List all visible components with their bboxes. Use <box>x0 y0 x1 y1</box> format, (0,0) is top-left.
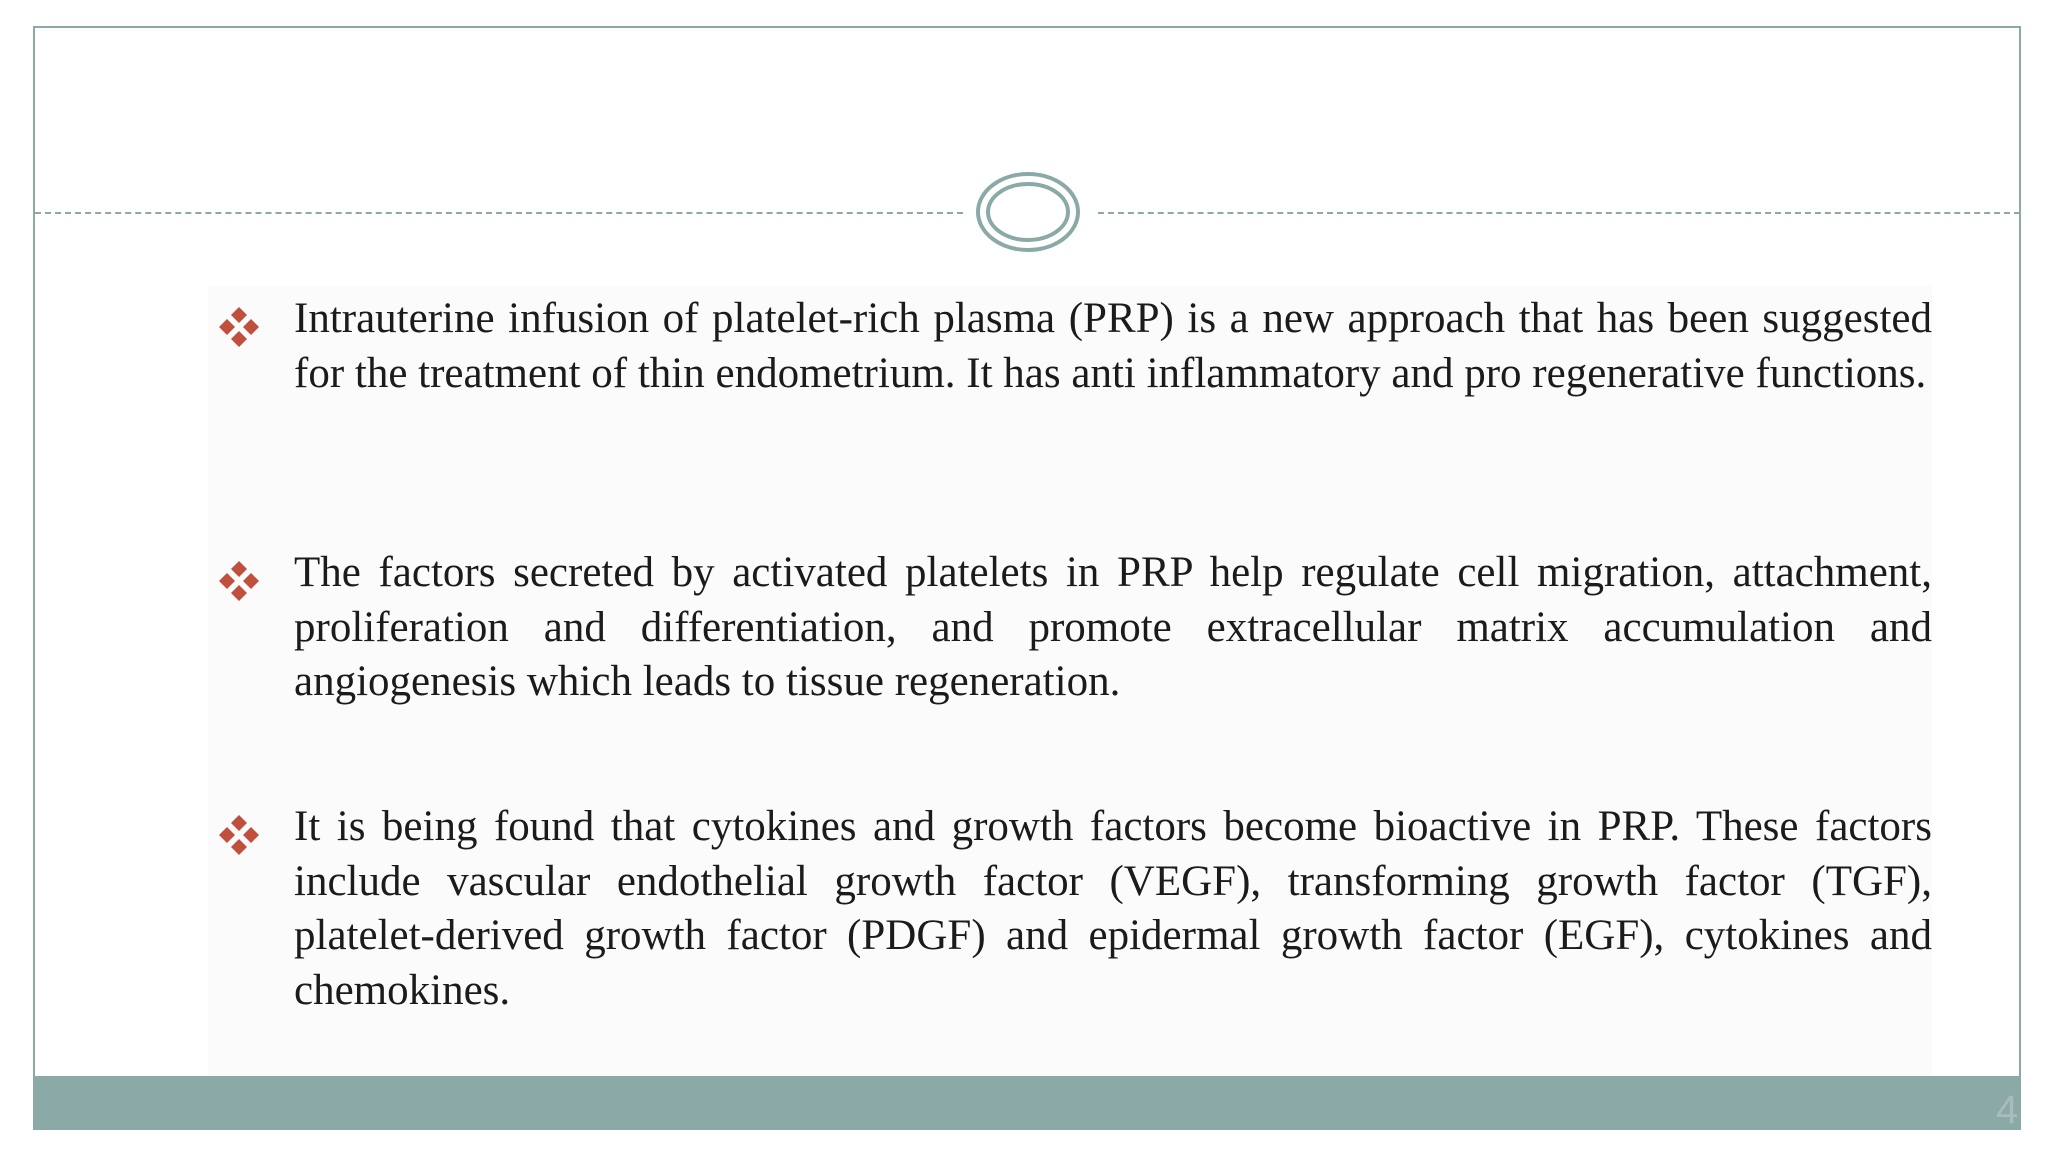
diamond-cluster-icon <box>218 560 260 602</box>
header-divider-left <box>35 212 963 214</box>
bullet-text: Intrauterine infusion of platelet-rich plasma (PRP) is a new approach that has been suggested for the treatment of thin endometrium. It has anti inflammatory and pro regenerative functions. <box>294 295 1932 397</box>
diamond-cluster-icon <box>218 306 260 348</box>
bullet-text: It is being found that cytokines and growth factors become bioactive in PRP. These factors include vascular endothelial growth factor (VEGF), transforming growth factor (TGF), platelet-derived growth factor (PDGF) and epidermal growth factor (EGF), cytokines and chemokines. <box>294 803 1932 1014</box>
page-number: 4 <box>1996 1088 2019 1132</box>
bullet-text: The factors secreted by activated platelets in PRP help regulate cell migration, attachment, proliferation and differentiation, and promote extracellular matrix accumulation and angiogenesis which leads to tissue regeneration. <box>294 549 1932 705</box>
ring-ornament-icon <box>976 172 1080 252</box>
footer-bar <box>33 1076 2021 1130</box>
diamond-cluster-icon <box>218 814 260 856</box>
header-divider-right <box>1098 212 2020 214</box>
